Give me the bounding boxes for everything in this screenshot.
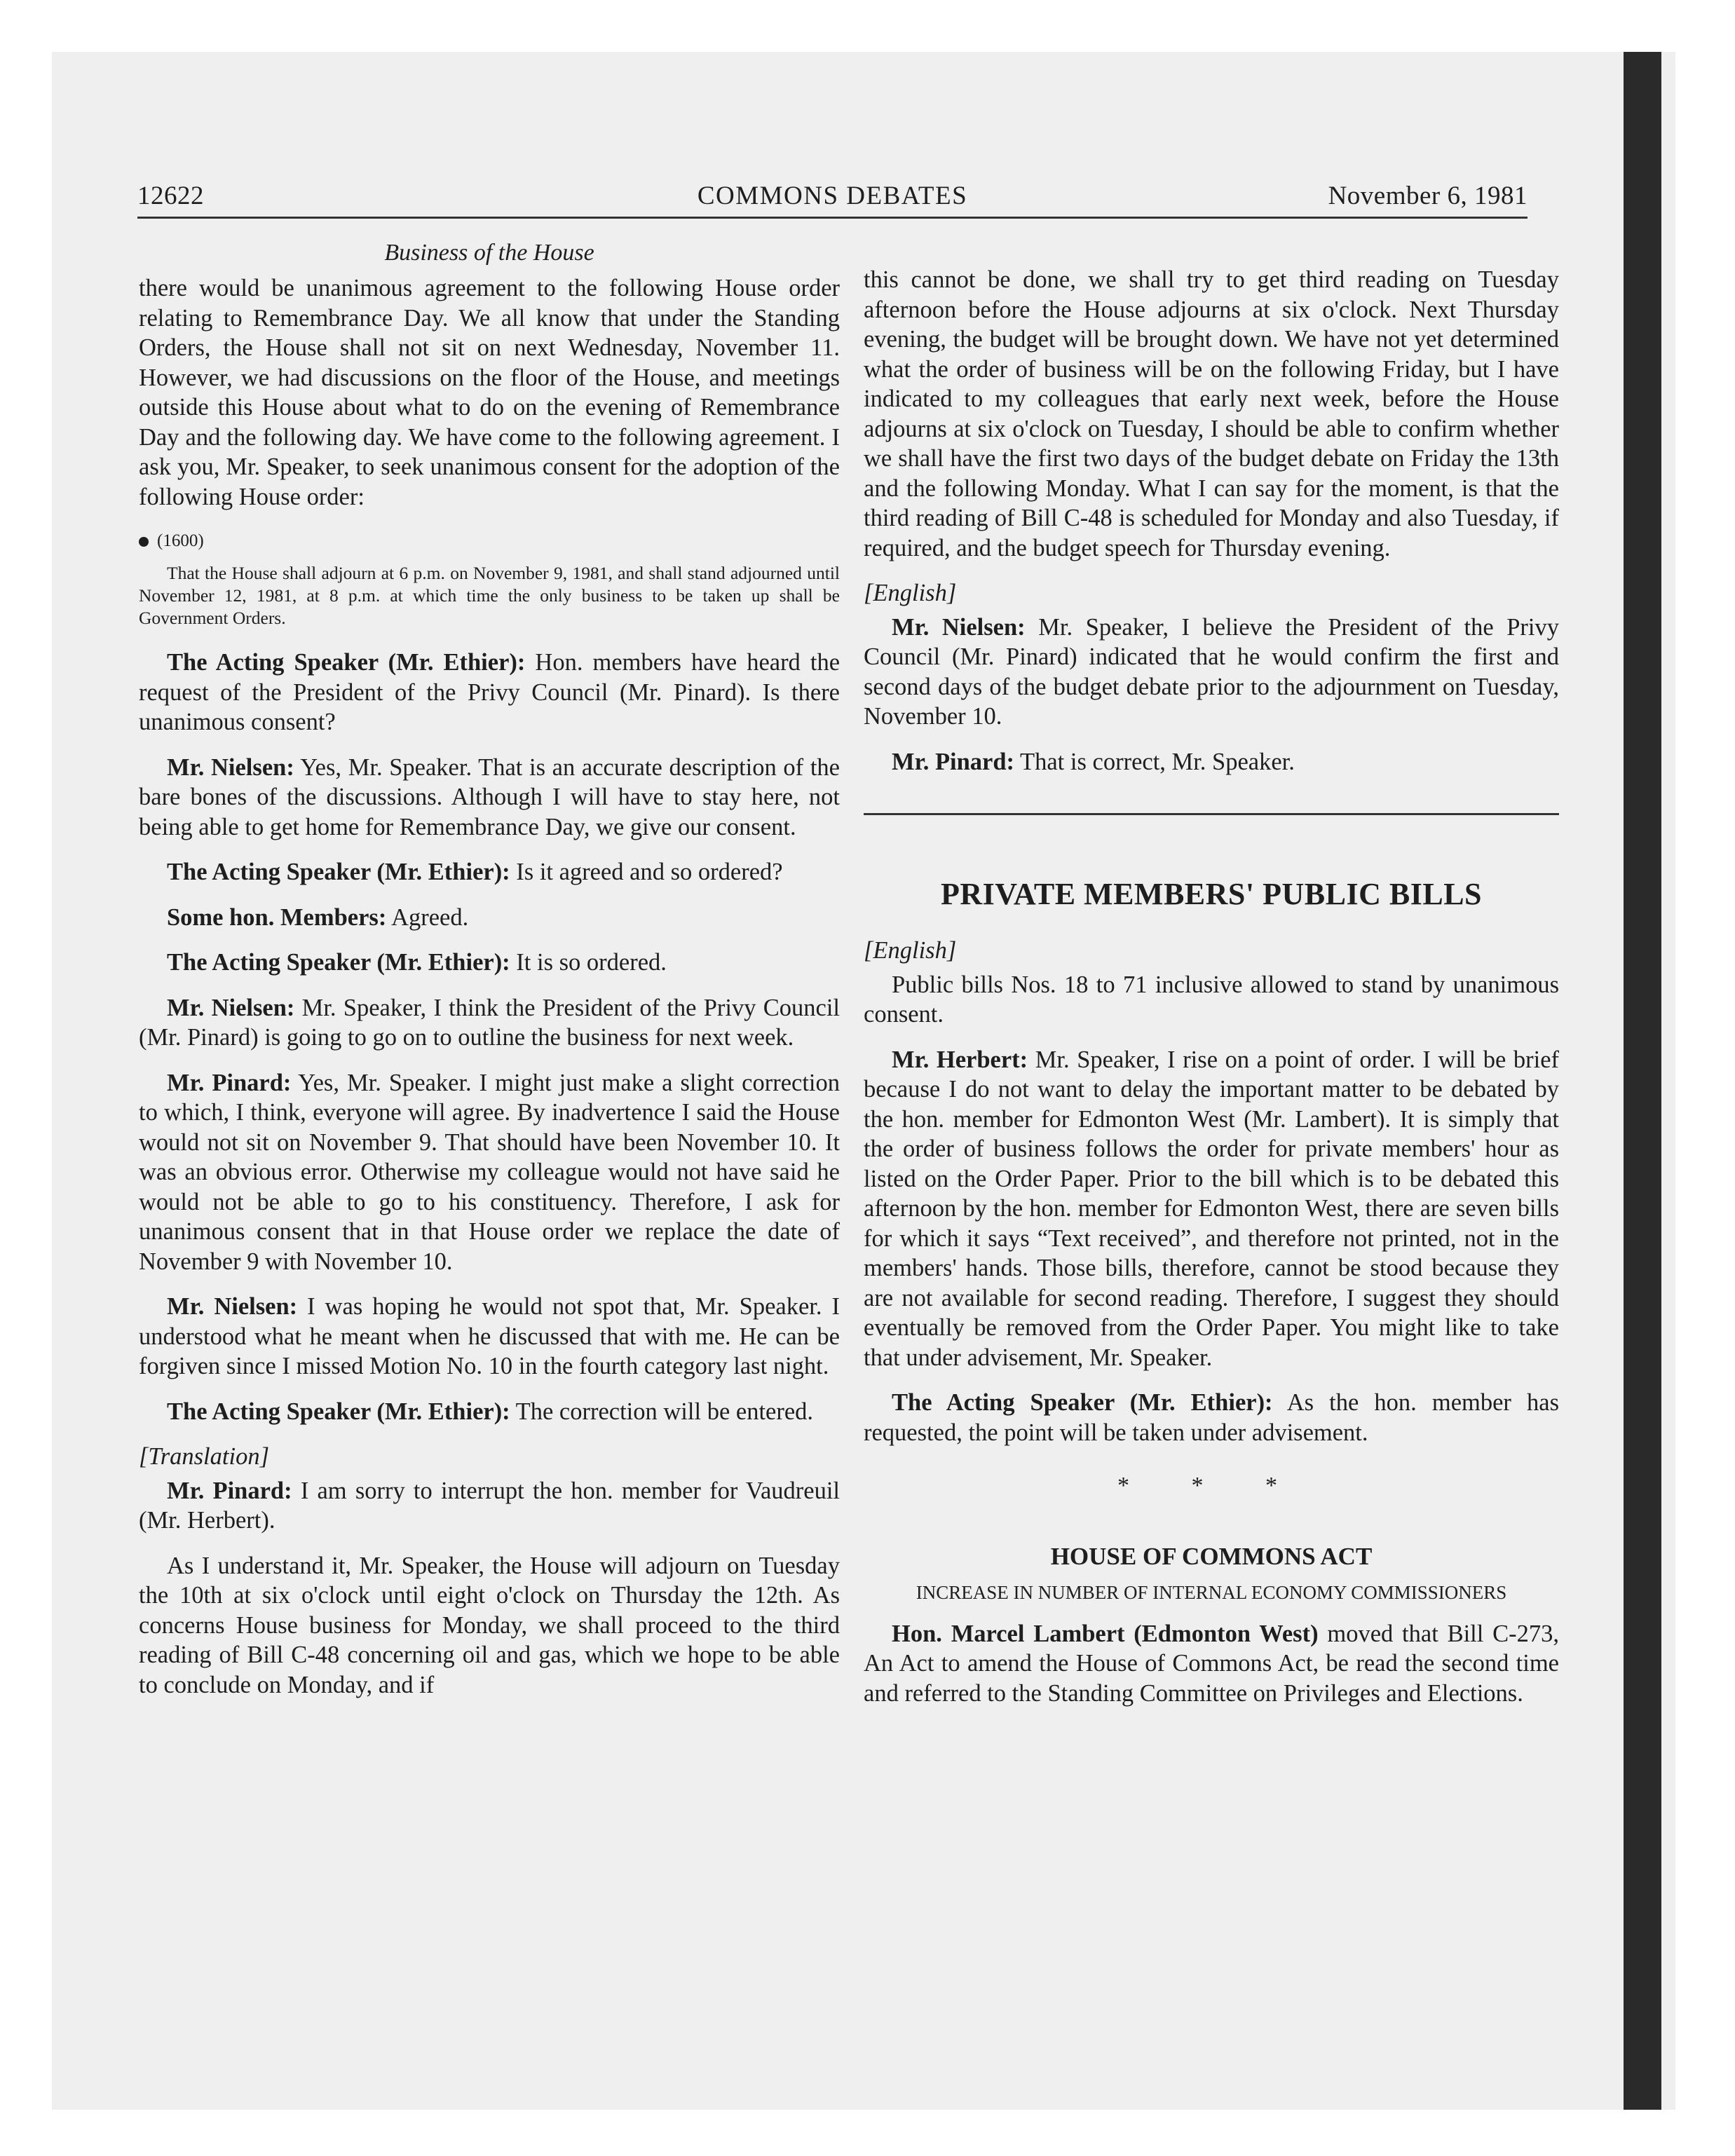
speech (864, 1045, 1559, 1373)
speaker-name: Mr. Pinard: (892, 748, 1015, 775)
speech-text: Mr. Speaker, I rise on a point of order. I will be brief because I do not want to delay the important matter to be debated by the hon. member for Edmonton West (Mr. Lambert). It is simply that the order of business follows the order for private members' hour as listed on the Order Paper. Prior to the bill which is to be debated this afternoon by the hon. member for Edmonton West, there are seven bills for which it says “Text received”, and therefore not printed, not in the members' hands. Those bills, therefore, cannot be stood because they are not available for second reading. Therefore, I suggest they should eventually be removed from the Order Paper. You might like to take that under advisement, Mr. Speaker. (864, 1046, 1559, 1371)
speaker-name: Mr. Nielsen: (167, 1293, 298, 1320)
speaker-name: The Acting Speaker (Mr. Ethier): (167, 649, 526, 676)
speaker-name: Some hon. Members: (167, 903, 387, 931)
speech (139, 1476, 840, 1536)
speech (139, 857, 840, 887)
speaker-name: Mr. Nielsen: (167, 994, 295, 1021)
act-subtitle: INCREASE IN NUMBER OF INTERNAL ECONOMY COMMISSIONERS (916, 1581, 1507, 1603)
right-column (864, 265, 1559, 1724)
speech-text: The correction will be entered. (510, 1398, 814, 1425)
page-number: 12622 (137, 182, 204, 210)
speech (139, 753, 840, 842)
section-label: Business of the House (384, 240, 594, 266)
speech (864, 1388, 1559, 1447)
translation-tag: [Translation] (139, 1443, 269, 1470)
speech-text: Yes, Mr. Speaker. I might just make a slight correction to which, I think, everyone will agree. By inadvertence I said the House would not sit on November 9. That should have been November 10. It was an obvious error. Otherwise my colleague would not have said he would not be able to go to his constituency. Therefore, I ask for unanimous consent that in that House order we replace the date of November 9 with November 10. (139, 1069, 840, 1275)
speech (139, 1068, 840, 1277)
page-date: November 6, 1981 (1328, 182, 1528, 210)
speech-text: I am sorry to interrupt the hon. member for Vaudreuil (Mr. Herbert). (139, 1477, 841, 1534)
speech (139, 993, 840, 1053)
intro-paragraph: there would be unanimous agreement to the following House order relating to Remembrance Day. We all know that under the Standing Orders, the House shall not sit on next Wednesday, November 11. However, we had discussions on the floor of the House, and meetings outside this House about what to do on the evening of Remembrance Day and the following day. We have come to the following agreement. I ask you, Mr. Speaker, to seek unanimous consent for the adoption of the following House order: (139, 275, 840, 510)
speaker-name: The Acting Speaker (Mr. Ethier): (892, 1389, 1273, 1416)
speech-text: That is correct, Mr. Speaker. (1014, 748, 1295, 775)
speaker-name: The Acting Speaker (Mr. Ethier): (167, 949, 510, 976)
speech-text: Is it agreed and so ordered? (510, 859, 783, 885)
speech (139, 948, 840, 978)
speech (139, 1292, 840, 1381)
act-title: HOUSE OF COMMONS ACT (1050, 1542, 1373, 1570)
timestamp (139, 527, 840, 555)
speech (864, 1619, 1559, 1709)
speech-text: Agreed. (386, 903, 469, 931)
speech-continued: As I understand it, Mr. Speaker, the House will adjourn on Tuesday the 10th at six o'clock until eight o'clock on Thursday the 12th. As concerns House business for Monday, we shall proceed to the third reading of Bill C-48 concerning oil and gas, which we hope to be able to conclude on Monday, and if (139, 1552, 840, 1698)
speech-text: Mr. Speaker, I believe the President of the Privy Council (Mr. Pinard) indicated that he would confirm the first and second days of the budget debate prior to the adjournment on Tuesday, November 10. (864, 613, 1559, 730)
speech (139, 903, 840, 933)
speaker-name: The Acting Speaker (Mr. Ethier): (167, 1398, 510, 1425)
bullet-icon (139, 537, 149, 547)
speech-text: Yes, Mr. Speaker. That is an accurate description of the bare bones of the discussions. Although I will have to stay here, not being able to get home for Remembrance Day, we give our consent. (139, 753, 840, 840)
journal-title: COMMONS DEBATES (697, 182, 968, 210)
speech (139, 648, 840, 737)
speech-text: moved that Bill C-273, An Act to amend the House of Commons Act, be read the second time and referred to the Standing Committee on Privileges and Elections. (864, 1620, 1559, 1707)
section-separator-stars: * * * (1117, 1473, 1305, 1499)
speaker-name: Mr. Pinard: (167, 1477, 292, 1504)
section-rule (864, 813, 1559, 815)
timestamp-text: (1600) (157, 531, 204, 550)
left-column (139, 238, 840, 1715)
speech-text: I was hoping he would not spot that, Mr. Speaker. I understood what he meant when he discussed that with me. He can be forgiven since I missed Motion No. 10 in the fourth category last night. (139, 1293, 840, 1379)
speech (139, 1397, 840, 1427)
public-bills-paragraph: Public bills Nos. 18 to 71 inclusive allowed to stand by unanimous consent. (864, 971, 1559, 1028)
scan-edge-strip (1624, 52, 1661, 2110)
header-rule (137, 217, 1528, 219)
speaker-name: Mr. Herbert: (892, 1046, 1028, 1073)
speech-text: Hon. members have heard the request of the President of the Privy Council (Mr. Pinard). Is there unanimous consent? (139, 649, 841, 735)
speech-text: Mr. Speaker, I think the President of the Privy Council (Mr. Pinard) is going to go on to outline the business for next week. (139, 994, 840, 1051)
section-title: PRIVATE MEMBERS' PUBLIC BILLS (940, 877, 1483, 911)
speech (864, 747, 1559, 777)
speech (864, 613, 1559, 732)
speech-text: As the hon. member has requested, the point will be taken under advisement. (864, 1389, 1559, 1446)
speaker-name: Hon. Marcel Lambert (Edmonton West) (892, 1620, 1319, 1647)
speaker-name: Mr. Nielsen: (892, 613, 1026, 641)
speaker-name: Mr. Nielsen: (167, 753, 294, 781)
speech-text: It is so ordered. (510, 949, 667, 976)
motion-text: That the House shall adjourn at 6 p.m. on November 9, 1981, and shall stand adjourned until November 12, 1981, at 8 p.m. at which time the only business to be taken up shall be Government Orders. (139, 563, 840, 628)
speaker-name: Mr. Pinard: (167, 1069, 292, 1096)
english-tag: [English] (864, 580, 957, 606)
continuation-paragraph: this cannot be done, we shall try to get third reading on Tuesday afternoon before the House adjourns at six o'clock. Next Thursday evening, the budget will be brought down. We have not yet determined what the order of business will be on the following Friday, but I have indicated to my colleagues that early next week, before the House adjourns at six o'clock on Tuesday, I should be able to confirm whether we shall have the first two days of the budget debate on Friday the 13th and the following Monday. What I can say for the moment, is that the third reading of Bill C-48 is scheduled for Monday and also Tuesday, if required, and the budget speech for Thursday evening. (864, 266, 1559, 561)
speaker-name: The Acting Speaker (Mr. Ethier): (167, 859, 510, 885)
english-tag: [English] (864, 937, 957, 964)
